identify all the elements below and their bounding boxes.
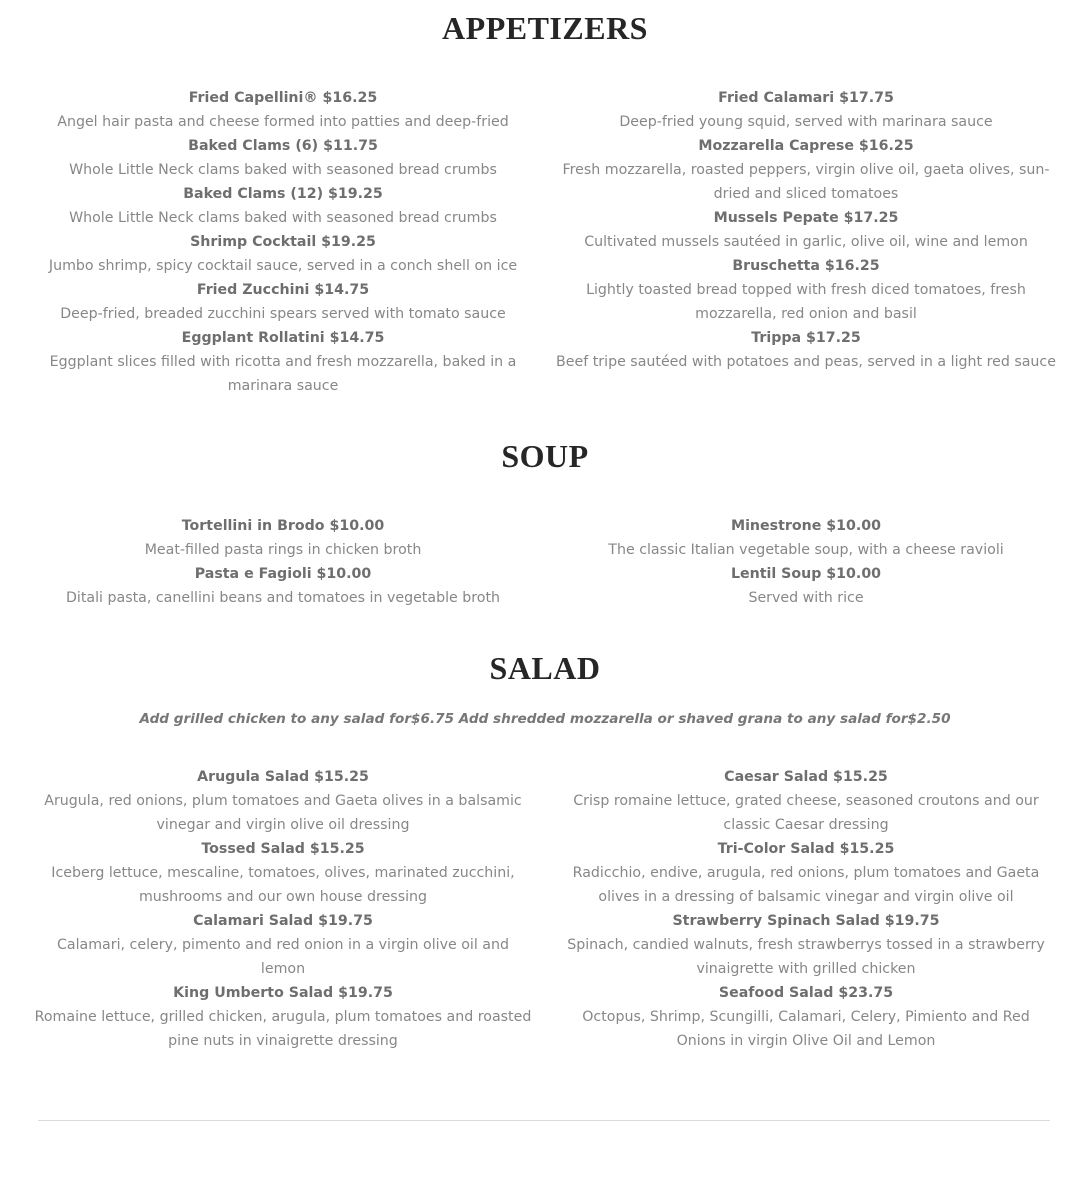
menu-item-name: Tossed Salad $15.25 <box>201 841 365 857</box>
menu-item-description: Radicchio, endive, arugula, red onions, plum tomatoes and Gaeta olives in a dressing of balsamic vinegar and virgin olive oil <box>572 865 1040 905</box>
menu-item-name: Tortellini in Brodo $10.00 <box>181 518 385 534</box>
menu-item-name: Tri-Color Salad $15.25 <box>717 841 895 857</box>
menu-item <box>556 326 1056 374</box>
menu-item-name: Bruschetta $16.25 <box>732 258 880 274</box>
soup-heading: SOUP <box>501 438 589 474</box>
menu-item <box>556 765 1056 837</box>
menu-item-name: King Umberto Salad $19.75 <box>173 985 393 1001</box>
soup-left-column <box>33 514 533 610</box>
menu-item-description: Deep-fried young squid, served with marinara sauce <box>619 114 993 130</box>
menu-item-name: Strawberry Spinach Salad $19.75 <box>672 913 940 929</box>
menu-item-name: Lentil Soup $10.00 <box>730 566 882 582</box>
menu-item <box>556 134 1056 206</box>
menu-item <box>33 837 533 909</box>
menu-item-name: Baked Clams (6) $11.75 <box>188 138 378 154</box>
menu-item-description: Deep-fried, breaded zucchini spears served with tomato sauce <box>60 306 506 322</box>
menu-item <box>33 182 533 230</box>
menu-item <box>556 562 1056 610</box>
menu-item-description: The classic Italian vegetable soup, with a cheese ravioli <box>608 542 1004 558</box>
salad-left-column <box>33 765 533 1053</box>
menu-item <box>556 206 1056 254</box>
menu-item <box>556 514 1056 562</box>
menu-item-description: Jumbo shrimp, spicy cocktail sauce, served in a conch shell on ice <box>48 258 518 274</box>
menu-item-description: Fresh mozzarella, roasted peppers, virgin olive oil, gaeta olives, sun-dried and sliced tomatoes <box>562 162 1050 202</box>
menu-item-name: Fried Capellini® $16.25 <box>188 90 378 106</box>
menu-item-description: Crisp romaine lettuce, grated cheese, seasoned croutons and our classic Caesar dressing <box>573 793 1039 833</box>
menu-item-name: Caesar Salad $15.25 <box>724 769 888 785</box>
salad-heading: SALAD <box>489 650 601 686</box>
menu-item <box>556 909 1056 981</box>
menu-item-name: Baked Clams (12) $19.25 <box>183 186 383 202</box>
menu-item-description: Ditali pasta, canellini beans and tomatoes in vegetable broth <box>65 590 501 606</box>
menu-item <box>33 230 533 278</box>
menu-item-name: Arugula Salad $15.25 <box>197 769 369 785</box>
menu-item-description: Arugula, red onions, plum tomatoes and Gaeta olives in a balsamic vinegar and virgin olive oil dressing <box>44 793 522 833</box>
footer-divider <box>38 1120 1050 1121</box>
menu-item-description: Whole Little Neck clams baked with seasoned bread crumbs <box>69 162 497 178</box>
menu-item-name: Mussels Pepate $17.25 <box>713 210 899 226</box>
menu-item-description: Beef tripe sautéed with potatoes and peas, served in a light red sauce <box>556 354 1056 370</box>
menu-item <box>556 254 1056 326</box>
menu-item-description: Iceberg lettuce, mescaline, tomatoes, olives, marinated zucchini, mushrooms and our own house dressing <box>51 865 515 905</box>
menu-item-description: Calamari, celery, pimento and red onion in a virgin olive oil and lemon <box>57 937 509 977</box>
appetizers-left-column <box>33 86 533 398</box>
appetizers-heading: APPETIZERS <box>442 10 648 46</box>
menu-item <box>33 134 533 182</box>
menu-item <box>556 837 1056 909</box>
menu-item <box>556 981 1056 1053</box>
menu-item-name: Seafood Salad $23.75 <box>718 985 894 1001</box>
menu-item-name: Minestrone $10.00 <box>730 518 882 534</box>
menu-item <box>33 326 533 398</box>
menu-item-description: Romaine lettuce, grilled chicken, arugula, plum tomatoes and roasted pine nuts in vinaigrette dressing <box>34 1009 532 1049</box>
menu-item-description: Whole Little Neck clams baked with seasoned bread crumbs <box>69 210 497 226</box>
menu-item <box>33 278 533 326</box>
menu-item <box>33 562 533 610</box>
menu-item-name: Pasta e Fagioli $10.00 <box>194 566 372 582</box>
salad-right-column <box>556 765 1056 1053</box>
menu-item-name: Shrimp Cocktail $19.25 <box>190 234 376 250</box>
menu-item-description: Lightly toasted bread topped with fresh diced tomatoes, fresh mozzarella, red onion and basil <box>586 282 1026 322</box>
menu-item <box>33 981 533 1053</box>
appetizers-right-column <box>556 86 1056 374</box>
salad-addon-note: Add grilled chicken to any salad for$6.75 Add shredded mozzarella or shaved grana to any salad for$2.50 <box>139 711 951 727</box>
menu-item <box>33 765 533 837</box>
menu-item-name: Trippa $17.25 <box>751 330 861 346</box>
menu-item-description: Cultivated mussels sautéed in garlic, olive oil, wine and lemon <box>584 234 1028 250</box>
menu-item-description: Eggplant slices filled with ricotta and fresh mozzarella, baked in a marinara sauce <box>49 354 517 394</box>
menu-item-description: Angel hair pasta and cheese formed into patties and deep-fried <box>57 114 509 130</box>
soup-right-column <box>556 514 1056 610</box>
menu-item-description: Served with rice <box>748 590 864 606</box>
menu-item-name: Eggplant Rollatini $14.75 <box>181 330 385 346</box>
menu-item-name: Calamari Salad $19.75 <box>193 913 373 929</box>
menu-item <box>556 86 1056 134</box>
menu-item-name: Mozzarella Caprese $16.25 <box>698 138 914 154</box>
menu-item <box>33 514 533 562</box>
menu-item-description: Meat-filled pasta rings in chicken broth <box>144 542 422 558</box>
menu-item-description: Octopus, Shrimp, Scungilli, Calamari, Celery, Pimiento and Red Onions in virgin Olive Oil and Lemon <box>582 1009 1030 1049</box>
menu-item-description: Spinach, candied walnuts, fresh strawberrys tossed in a strawberry vinaigrette with grilled chicken <box>567 937 1045 977</box>
menu-item <box>33 86 533 134</box>
menu-item-name: Fried Calamari $17.75 <box>718 90 894 106</box>
menu-item-name: Fried Zucchini $14.75 <box>196 282 370 298</box>
menu-item <box>33 909 533 981</box>
